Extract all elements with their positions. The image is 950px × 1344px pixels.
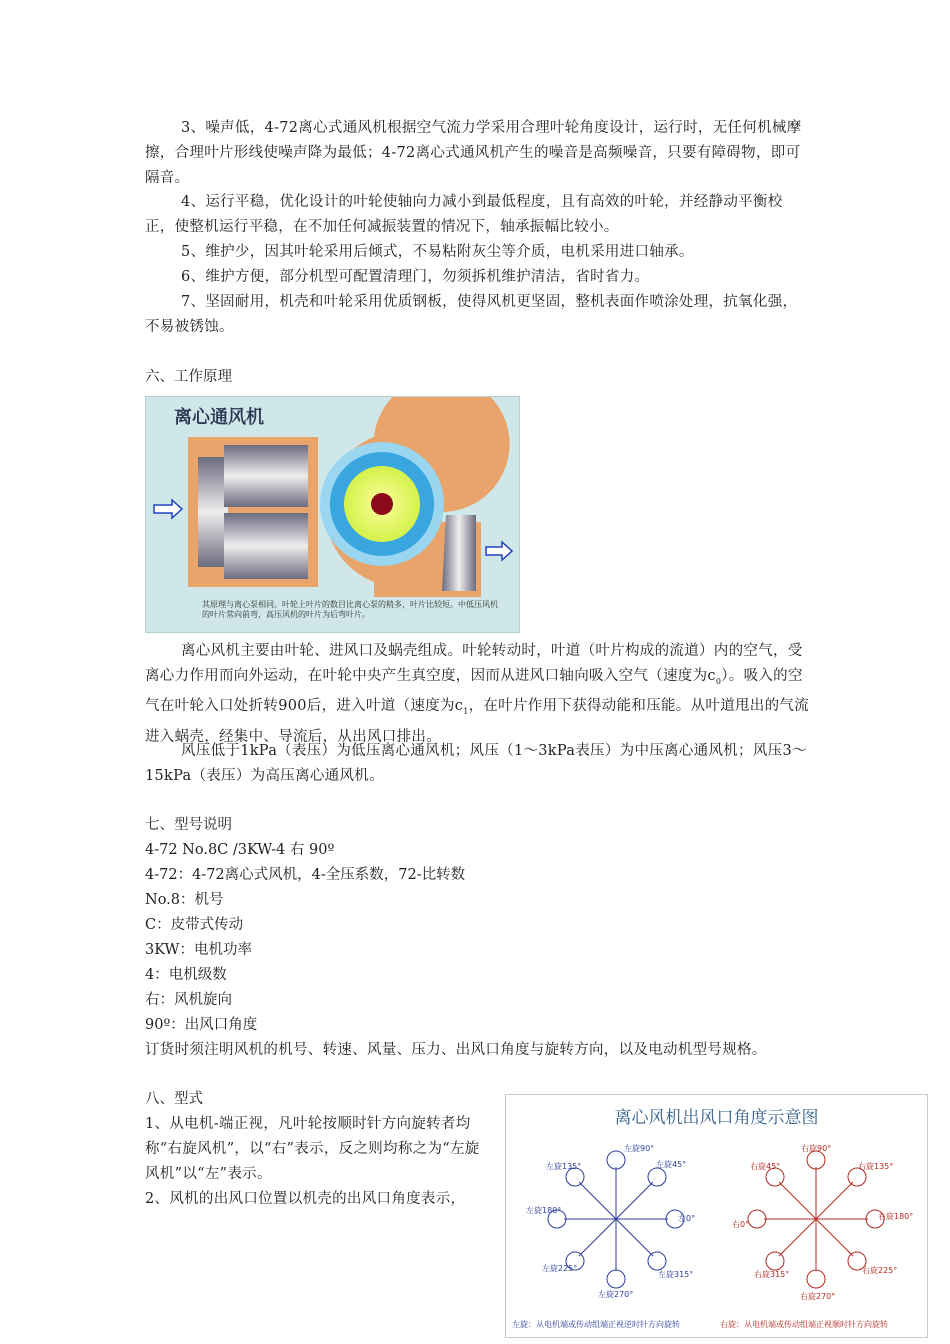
- section8-heading: 八、型式: [145, 1091, 203, 1107]
- feature-4: 4、运行平稳，优化设计的叶轮使轴向力减小到最低程度，且有高效的叶轮，并经静动平衡校正，使整机运行平稳，在不加任何减振装置的情况下，轴承振幅比较小。: [145, 194, 783, 235]
- right-label-0: 右0°: [732, 1220, 750, 1229]
- right-label-315: 右旋315°: [754, 1270, 790, 1279]
- angle-drawing: [506, 1095, 927, 1337]
- centrifugal-fan-diagram: [145, 396, 520, 633]
- section8-paragraph-2: 2、风机的出风口位置以机壳的出风口角度表示，: [145, 1191, 466, 1207]
- lower-housing: [224, 513, 308, 579]
- fan-drawing: [146, 397, 519, 632]
- right-label-225: 右旋225°: [862, 1266, 898, 1275]
- right-footer: 右旋：从电机端或传动组端正视顺时针方向旋转: [720, 1320, 888, 1329]
- model-line-power: 3KW：电机功率: [145, 942, 252, 958]
- feature-3: 3、噪声低，4-72离心式通风机根据空气流力学采用合理叶轮角度设计，运行时，无任何机械摩擦，合理叶片形线使噪声降为最低；4-72离心式通风机产生的噪音是高频噪音，只要有障碍物，即可隔音。: [145, 120, 802, 186]
- upper-housing: [224, 445, 308, 507]
- section6-paragraph-2: 风压低于1kPa（表压）为低压离心通风机；风压（1～3kPa表压）为中压离心通风机；风压3～15kPa（表压）为高压离心通风机。: [145, 743, 807, 784]
- section8-paragraph-1: 1、从电机-端正视，凡叶轮按顺时针方向旋转者均称“右旋风机”，以“右”表示，反之则均称之为“左旋风机”以“左”表示。: [145, 1116, 480, 1182]
- inlet-arrow-icon: [154, 500, 182, 518]
- right-label-45: 右旋45°: [750, 1162, 781, 1171]
- model-line-angle: 90º：出风口角度: [145, 1017, 258, 1033]
- right-label-180: 右旋180°: [878, 1212, 914, 1221]
- right-label-135: 右旋135°: [858, 1162, 894, 1171]
- model-line-rotation: 右：风机旋向: [145, 992, 232, 1008]
- model-example: 4-72 No.8C /3KW-4 右 90º: [145, 842, 335, 858]
- section7-heading: 七、型号说明: [145, 817, 232, 833]
- left-label-0: 左0°: [678, 1214, 696, 1223]
- fan-figure-title: 离心通风机: [174, 407, 264, 428]
- left-footer: 左旋：从电机端或传动组端正视逆时针方向旋转: [512, 1320, 680, 1329]
- order-note: 订货时须注明风机的机号、转速、风量、压力、出风口角度与旋转方向，以及电动机型号规格。: [145, 1042, 767, 1058]
- right-label-270: 右旋270°: [800, 1292, 836, 1301]
- left-label-180: 左旋180°: [526, 1206, 562, 1215]
- angle-figure-title: 离心风机出风口角度示意图: [614, 1108, 819, 1128]
- model-line-number: No.8：机号: [145, 892, 224, 908]
- left-label-270: 左旋270°: [598, 1290, 634, 1299]
- feature-6: 6、维护方便，部分机型可配置清理门，勿须拆机维护清洁，省时省力。: [181, 269, 650, 285]
- outlet-duct: [442, 515, 476, 591]
- right-label-90: 右旋90°: [801, 1144, 832, 1153]
- section6-heading: 六、工作原理: [145, 369, 232, 385]
- feature-7: 7、坚固耐用，机壳和叶轮采用优质钢板，使得风机更坚固，整机表面作喷涂处理，抗氧化强，不易被锈蚀。: [145, 294, 798, 335]
- outlet-arrow-icon: [486, 542, 512, 560]
- outlet-angle-diagram: [505, 1094, 928, 1338]
- left-label-225: 左旋225°: [542, 1264, 578, 1273]
- model-line-poles: 4：电机级数: [145, 967, 227, 983]
- model-line-series: 4-72：4-72离心式风机，4-全压系数，72-比转数: [145, 867, 466, 883]
- left-label-45: 左旋45°: [656, 1160, 687, 1169]
- left-label-90: 左旋90°: [624, 1144, 655, 1153]
- inlet-pipe: [198, 457, 228, 567]
- feature-5: 5、维护少，因其叶轮采用后倾式，不易粘附灰尘等介质，电机采用进口轴承。: [181, 244, 694, 260]
- section6-paragraph-1: 离心风机主要由叶轮、进风口及蜗壳组成。叶轮转动时，叶道（叶片构成的流道）内的空气，受离心力作用而向外运动，在叶轮中央产生真空度，因而从进风口轴向吸入空气（速度为$c_0$）。吸入的空气在叶轮入口处折转900后，进入叶道（速度为$c_1$，在叶片作用下获得动能和压能。从叶道甩出的气流进入蜗壳，经集中、导流后，从出风口排出。: [145, 643, 809, 746]
- shaft-icon: [371, 493, 393, 515]
- model-line-drive: C：皮带式传动: [145, 917, 244, 933]
- left-label-315: 左旋315°: [658, 1270, 694, 1279]
- left-label-135: 左旋135°: [546, 1162, 582, 1171]
- fan-figure-caption: 其原理与离心泵相同。叶轮上叶片的数目比离心泵的稍多，叶片比较短。中低压风机的叶片常向前弯，高压风机的叶片为后弯叶片。: [202, 600, 498, 619]
